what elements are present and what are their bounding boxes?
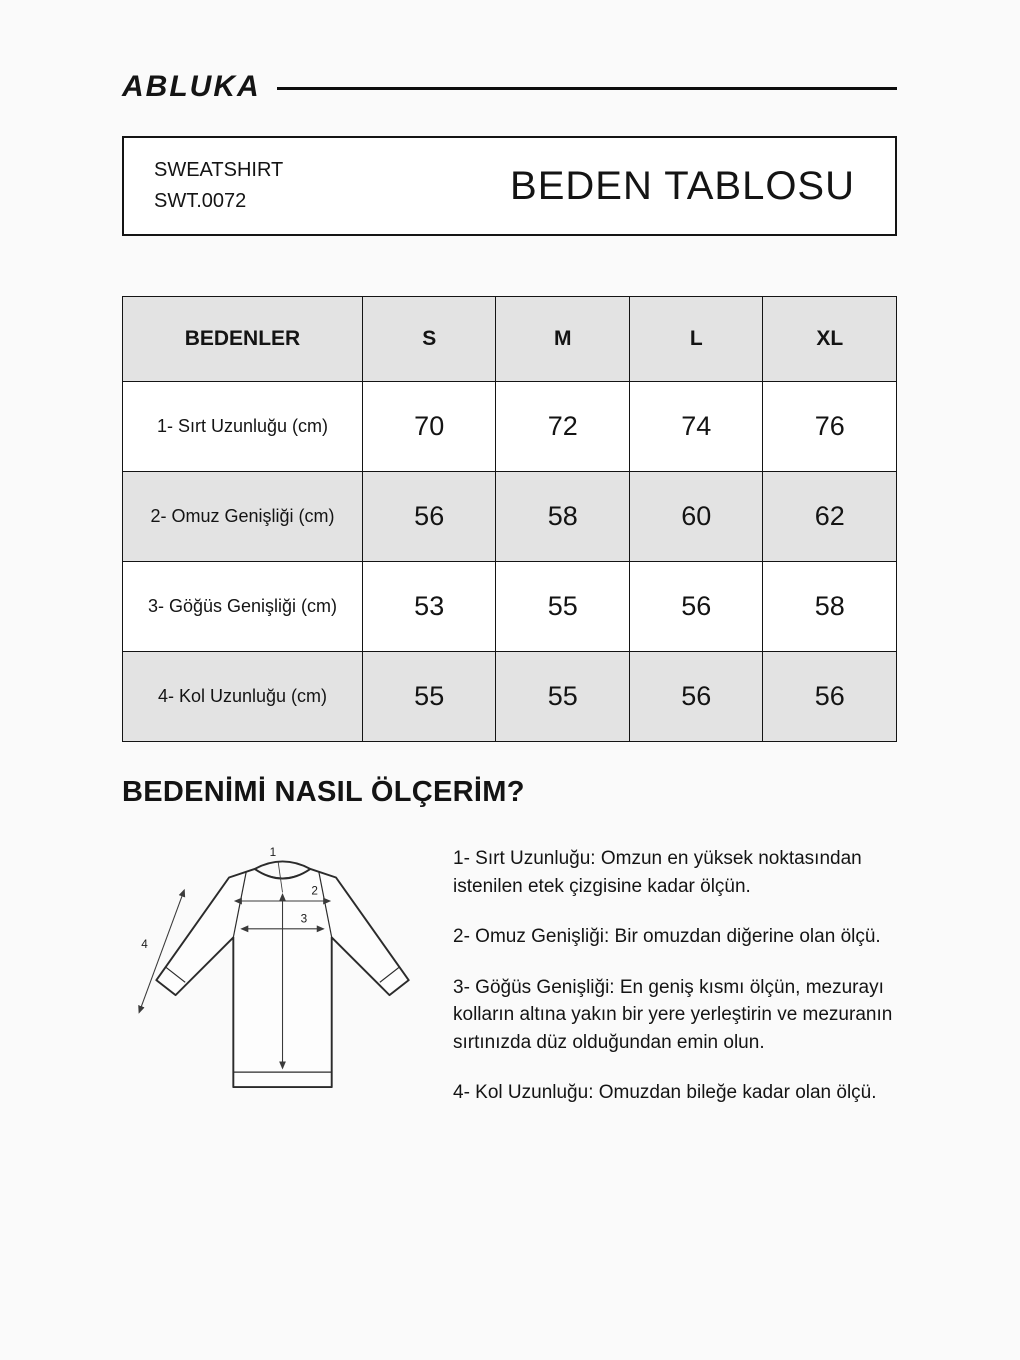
- table-header-row: [123, 297, 897, 382]
- size-value-cell: 56: [629, 652, 763, 742]
- table-header-cell: XL: [763, 297, 897, 382]
- size-value-cell: 56: [763, 652, 897, 742]
- diagram-label-2: 2: [311, 884, 318, 898]
- table-row: [123, 472, 897, 562]
- table-header-cell: L: [629, 297, 763, 382]
- diagram-label-1: 1: [269, 846, 277, 860]
- size-value-cell: 55: [496, 652, 630, 742]
- size-value-cell: 56: [362, 472, 496, 562]
- logo-rule: [277, 87, 897, 90]
- size-chart-title: BEDEN TABLOSU: [510, 163, 855, 208]
- size-value-cell: 56: [629, 562, 763, 652]
- measure-instruction: 3- Göğüs Genişliği: En geniş kısmı ölçün, mezurayı kolların altına yakın bir yere yerleştirin ve mezuranın sırtınızda düz olduğundan emin olun.: [453, 976, 893, 1053]
- sweatshirt-diagram-wrap: [122, 839, 427, 1130]
- row-label-cell: 1- Sırt Uzunluğu (cm): [123, 382, 363, 472]
- size-value-cell: 74: [629, 382, 763, 472]
- row-label-cell: 3- Göğüs Genişliği (cm): [123, 562, 363, 652]
- row-label-cell: 2- Omuz Genişliği (cm): [123, 472, 363, 562]
- row-label-cell: 4- Kol Uzunluğu (cm): [123, 652, 363, 742]
- product-type: SWEATSHIRT: [154, 159, 284, 181]
- sweatshirt-diagram: [122, 839, 427, 1101]
- size-value-cell: 58: [763, 562, 897, 652]
- measure-instructions: [453, 839, 897, 1130]
- size-value-cell: 55: [362, 652, 496, 742]
- size-value-cell: 58: [496, 472, 630, 562]
- size-value-cell: 60: [629, 472, 763, 562]
- brand-logo: ABLUKA: [122, 70, 261, 103]
- size-value-cell: 62: [763, 472, 897, 562]
- table-header-cell: S: [362, 297, 496, 382]
- size-value-cell: 53: [362, 562, 496, 652]
- measure-instruction: 4- Kol Uzunluğu: Omuzdan bileğe kadar olan ölçü.: [453, 1082, 877, 1104]
- logo-row: [122, 70, 897, 104]
- measure-heading: BEDENİMİ NASIL ÖLÇERİM?: [122, 776, 525, 808]
- size-table: [122, 296, 897, 742]
- table-row: [123, 652, 897, 742]
- product-info: [154, 155, 283, 217]
- size-value-cell: 70: [362, 382, 496, 472]
- size-value-cell: 72: [496, 382, 630, 472]
- measure-section: [122, 839, 897, 1130]
- diagram-label-3: 3: [300, 912, 308, 926]
- table-header-cell: BEDENLER: [123, 297, 363, 382]
- table-row: [123, 382, 897, 472]
- measure-instruction: 1- Sırt Uzunluğu: Omzun en yüksek noktasından istenilen etek çizgisine kadar ölçün.: [453, 848, 862, 897]
- diagram-label-4: 4: [141, 938, 148, 952]
- size-value-cell: 76: [763, 382, 897, 472]
- table-header-cell: M: [496, 297, 630, 382]
- header-box: [122, 136, 897, 236]
- measure-instruction: 2- Omuz Genişliği: Bir omuzdan diğerine olan ölçü.: [453, 926, 881, 948]
- product-code: SWT.0072: [154, 190, 247, 212]
- table-row: [123, 562, 897, 652]
- size-value-cell: 55: [496, 562, 630, 652]
